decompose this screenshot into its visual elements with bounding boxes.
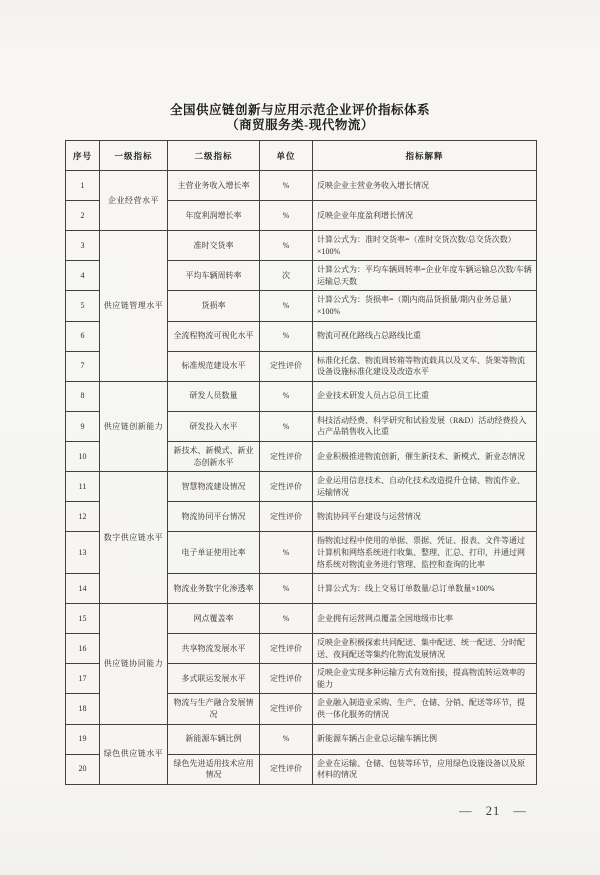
row-no: 12 (66, 502, 100, 532)
row-no: 11 (66, 472, 100, 502)
explanation-cell: 物流可视化路线占总路线比重 (313, 321, 537, 351)
unit-cell: 定性评价 (260, 694, 313, 724)
secondary-indicator-cell: 研发人员数量 (168, 381, 260, 411)
row-no: 9 (66, 411, 100, 441)
primary-indicator-cell: 供应链管理水平 (100, 231, 168, 382)
unit-cell: % (260, 291, 313, 321)
secondary-indicator-cell: 货损率 (168, 291, 260, 321)
explanation-cell: 指物流过程中使用的单据、票据、凭证、报表、文件等通过计算机和网络系统进行收集、整理、汇总、打印，并通过网络系统对物流业务进行管理、监控和查询的比率 (313, 532, 537, 574)
unit-cell: % (260, 604, 313, 634)
explanation-cell: 计算公式为：货损率=（期内商品货损量/期内业务总量）×100% (313, 291, 537, 321)
primary-indicator-cell: 供应链协同能力 (100, 604, 168, 725)
row-no: 10 (66, 441, 100, 471)
row-no: 3 (66, 231, 100, 261)
secondary-indicator-cell: 全流程物流可视化水平 (168, 321, 260, 351)
secondary-indicator-cell: 标准规范建设水平 (168, 351, 260, 381)
explanation-cell: 计算公式为：线上交易订单数量/总订单数量×100% (313, 574, 537, 604)
unit-cell: % (260, 201, 313, 231)
table-row (66, 604, 537, 634)
explanation-cell: 新能源车辆占企业总运输车辆比例 (313, 724, 537, 754)
explanation-cell: 企业拥有运营网点覆盖全国地级市比率 (313, 604, 537, 634)
unit-cell: 次 (260, 261, 313, 291)
row-no: 1 (66, 171, 100, 201)
page-number: — 21 — (459, 804, 527, 818)
explanation-cell: 企业在运输、仓储、包装等环节，应用绿色设施设备以及原材料的情况 (313, 754, 537, 784)
secondary-indicator-cell: 绿色先进适用技术应用情况 (168, 754, 260, 784)
row-no: 6 (66, 321, 100, 351)
col-header-no: 序号 (66, 141, 100, 171)
table-row (66, 381, 537, 411)
explanation-cell: 企业技术研发人员占总员工比重 (313, 381, 537, 411)
explanation-cell: 反映企业积极探索共同配送、集中配送、统一配送、分时配送、夜间配送等集约化物流发展情况 (313, 634, 537, 664)
explanation-cell: 科技活动经费、科学研究和试验发展（R&D）活动经费投入占产品销售收入比重 (313, 411, 537, 441)
unit-cell: % (260, 411, 313, 441)
secondary-indicator-cell: 研发投入水平 (168, 411, 260, 441)
secondary-indicator-cell: 物流协同平台情况 (168, 502, 260, 532)
secondary-indicator-cell: 物流业务数字化渗透率 (168, 574, 260, 604)
explanation-cell: 物流协同平台建设与运营情况 (313, 502, 537, 532)
primary-indicator-cell: 绿色供应链水平 (100, 724, 168, 784)
unit-cell: % (260, 532, 313, 574)
row-no: 17 (66, 664, 100, 694)
indicator-table (65, 140, 537, 785)
row-no: 8 (66, 381, 100, 411)
explanation-cell: 企业融入制造业采购、生产、仓储、分销、配送等环节，提供一体化服务的情况 (313, 694, 537, 724)
col-header-explanation: 指标解释 (313, 141, 537, 171)
secondary-indicator-cell: 准时交货率 (168, 231, 260, 261)
unit-cell: 定性评价 (260, 634, 313, 664)
page-title (0, 103, 600, 133)
secondary-indicator-cell: 年度利润增长率 (168, 201, 260, 231)
unit-cell: % (260, 171, 313, 201)
explanation-cell: 企业运用信息技术、自动化技术改造提升仓储、物流作业、运输情况 (313, 472, 537, 502)
table-row (66, 171, 537, 201)
row-no: 19 (66, 724, 100, 754)
explanation-cell: 反映企业实现多种运输方式有效衔接，提高物流转运效率的能力 (313, 664, 537, 694)
row-no: 18 (66, 694, 100, 724)
unit-cell: % (260, 724, 313, 754)
secondary-indicator-cell: 新能源车辆比例 (168, 724, 260, 754)
row-no: 20 (66, 754, 100, 784)
secondary-indicator-cell: 网点覆盖率 (168, 604, 260, 634)
row-no: 4 (66, 261, 100, 291)
unit-cell: 定性评价 (260, 472, 313, 502)
unit-cell: 定性评价 (260, 502, 313, 532)
explanation-cell: 标准化托盘、物流周转箱等物流载具以及叉车、货架等物流设备设施标准化建设及改造水平 (313, 351, 537, 381)
row-no: 7 (66, 351, 100, 381)
secondary-indicator-cell: 多式联运发展水平 (168, 664, 260, 694)
secondary-indicator-cell: 物流与生产融合发展情况 (168, 694, 260, 724)
table-row (66, 472, 537, 502)
row-no: 13 (66, 532, 100, 574)
table-row (66, 231, 537, 261)
explanation-cell: 反映企业年度盈利增长情况 (313, 201, 537, 231)
secondary-indicator-cell: 新技术、新模式、新业态创新水平 (168, 441, 260, 471)
row-no: 15 (66, 604, 100, 634)
secondary-indicator-cell: 电子单证使用比率 (168, 532, 260, 574)
secondary-indicator-cell: 共享物流发展水平 (168, 634, 260, 664)
primary-indicator-cell: 供应链创新能力 (100, 381, 168, 471)
row-no: 2 (66, 201, 100, 231)
unit-cell: 定性评价 (260, 351, 313, 381)
col-header-primary: 一级指标 (100, 141, 168, 171)
explanation-cell: 反映企业主营业务收入增长情况 (313, 171, 537, 201)
secondary-indicator-cell: 主营业务收入增长率 (168, 171, 260, 201)
row-no: 5 (66, 291, 100, 321)
explanation-cell: 计算公式为：平均车辆周转率=企业年度车辆运输总次数/车辆运输总天数 (313, 261, 537, 291)
secondary-indicator-cell: 智慧物流建设情况 (168, 472, 260, 502)
header-row (66, 141, 537, 171)
table-row (66, 724, 537, 754)
unit-cell: 定性评价 (260, 441, 313, 471)
col-header-unit: 单位 (260, 141, 313, 171)
explanation-cell: 计算公式为：准时交货率=（准时交货次数/总交货次数）×100% (313, 231, 537, 261)
row-no: 14 (66, 574, 100, 604)
primary-indicator-cell: 数字供应链水平 (100, 472, 168, 604)
unit-cell: % (260, 574, 313, 604)
secondary-indicator-cell: 平均车辆周转率 (168, 261, 260, 291)
explanation-cell: 企业积极推进物流创新，催生新技术、新模式、新业态情况 (313, 441, 537, 471)
row-no: 16 (66, 634, 100, 664)
unit-cell: % (260, 231, 313, 261)
unit-cell: 定性评价 (260, 664, 313, 694)
unit-cell: % (260, 381, 313, 411)
page-title-line2: （商贸服务类-现代物流） (226, 118, 374, 132)
primary-indicator-cell: 企业经营水平 (100, 171, 168, 231)
unit-cell: % (260, 321, 313, 351)
page-title-line1: 全国供应链创新与应用示范企业评价指标体系 (169, 103, 430, 117)
col-header-secondary: 二级指标 (168, 141, 260, 171)
unit-cell: 定性评价 (260, 754, 313, 784)
